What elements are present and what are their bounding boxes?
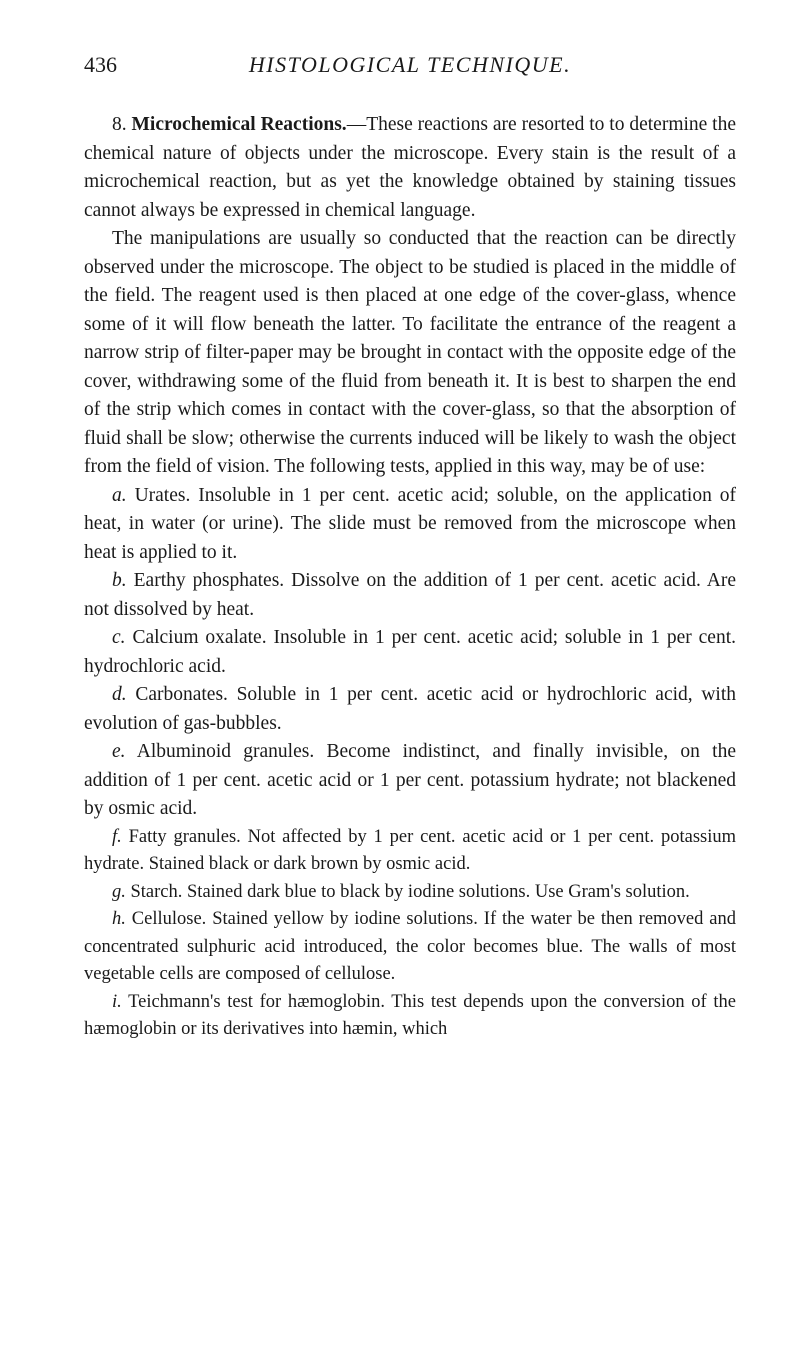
test-letter: h. <box>112 909 126 929</box>
section-number: 8. <box>112 114 127 135</box>
test-text: Calcium oxalate. Insoluble in 1 per cent. acetic acid; soluble in 1 per cent. hydrochloric acid. <box>84 627 736 677</box>
paragraph-manipulations: The manipulations are usually so conducted that the reaction can be directly observed under the microscope. The object to be studied is placed in the middle of the field. The reagent used is then placed at one edge of the cover-glass, whence some of it will flow beneath the latter. To facilitate the entrance of the reagent a narrow strip of filter-paper may be brought in contact with the opposite edge of the cover, withdrawing some of the fluid from beneath it. It is best to sharpen the end of the strip which comes in contact with the cover-glass, so that the absorption of fluid shall be slow; otherwise the currents induced will be likely to wash the object from the field of vision. The following tests, applied in this way, may be of use: <box>84 228 736 477</box>
test-text: Urates. Insoluble in 1 per cent. acetic acid; soluble, on the application of heat, in water (or urine). The slide must be removed from the microscope when heat is applied to it. <box>84 484 736 563</box>
section-intro: —These reactions are resorted to to determine the chemical nature of objects under the microscope. Every stain is the result of a microchemical reaction, but as yet the knowledge obtained by staining tissues cannot always be expressed in chemical language. <box>84 114 737 221</box>
tests-small-group <box>84 824 736 1044</box>
test-text: Cellulose. Stained yellow by iodine solutions. If the water be then removed and concentrated sulphuric acid introduced, the color becomes blue. The walls of most vegetable cells are composed of cellulose. <box>84 909 736 984</box>
test-item <box>84 738 736 824</box>
test-item <box>84 681 736 738</box>
test-letter: i. <box>112 991 122 1012</box>
test-text: Fatty granules. Not affected by 1 per cent. acetic acid or 1 per cent. potassium hydrate. Stained black or dark brown by osmic acid. <box>84 826 737 874</box>
test-item <box>84 624 736 681</box>
test-letter: a. <box>112 484 127 506</box>
test-letter: c. <box>112 627 126 648</box>
page-number: 436 <box>84 52 117 77</box>
section-title: Microchemical Reactions. <box>131 114 347 135</box>
test-item <box>84 482 736 568</box>
test-text: Carbonates. Soluble in 1 per cent. acetic acid or hydrochloric acid, with evolution of gas-bubbles. <box>84 684 736 734</box>
body-text <box>84 111 736 1044</box>
running-head: HISTOLOGICAL TECHNIQUE. <box>248 52 572 77</box>
test-item <box>84 906 736 989</box>
test-text: Earthy phosphates. Dissolve on the addition of 1 per cent. acetic acid. Are not dissolved by heat. <box>84 570 736 620</box>
test-letter: b. <box>112 570 127 591</box>
test-letter: e. <box>112 741 126 762</box>
test-text: Teichmann's test for hæmoglobin. This test depends upon the conversion of the hæmoglobin or its derivatives into hæmin, which <box>84 991 736 1039</box>
test-item <box>84 989 736 1044</box>
section-paragraph <box>84 111 736 225</box>
test-text: Starch. Stained dark blue to black by iodine solutions. Use Gram's solution. <box>130 881 690 902</box>
test-letter: d. <box>112 684 127 705</box>
test-letter: f. <box>112 826 122 847</box>
tests-list <box>84 482 736 1044</box>
test-letter: g. <box>112 881 126 902</box>
test-item <box>84 567 736 624</box>
test-item <box>84 824 736 879</box>
test-item <box>84 879 736 907</box>
test-text: Albuminoid granules. Become indistinct, and finally invisible, on the addition of 1 per cent. acetic acid or 1 per cent. potassium hydrate; not blackened by osmic acid. <box>84 741 736 819</box>
page-header <box>84 48 736 82</box>
